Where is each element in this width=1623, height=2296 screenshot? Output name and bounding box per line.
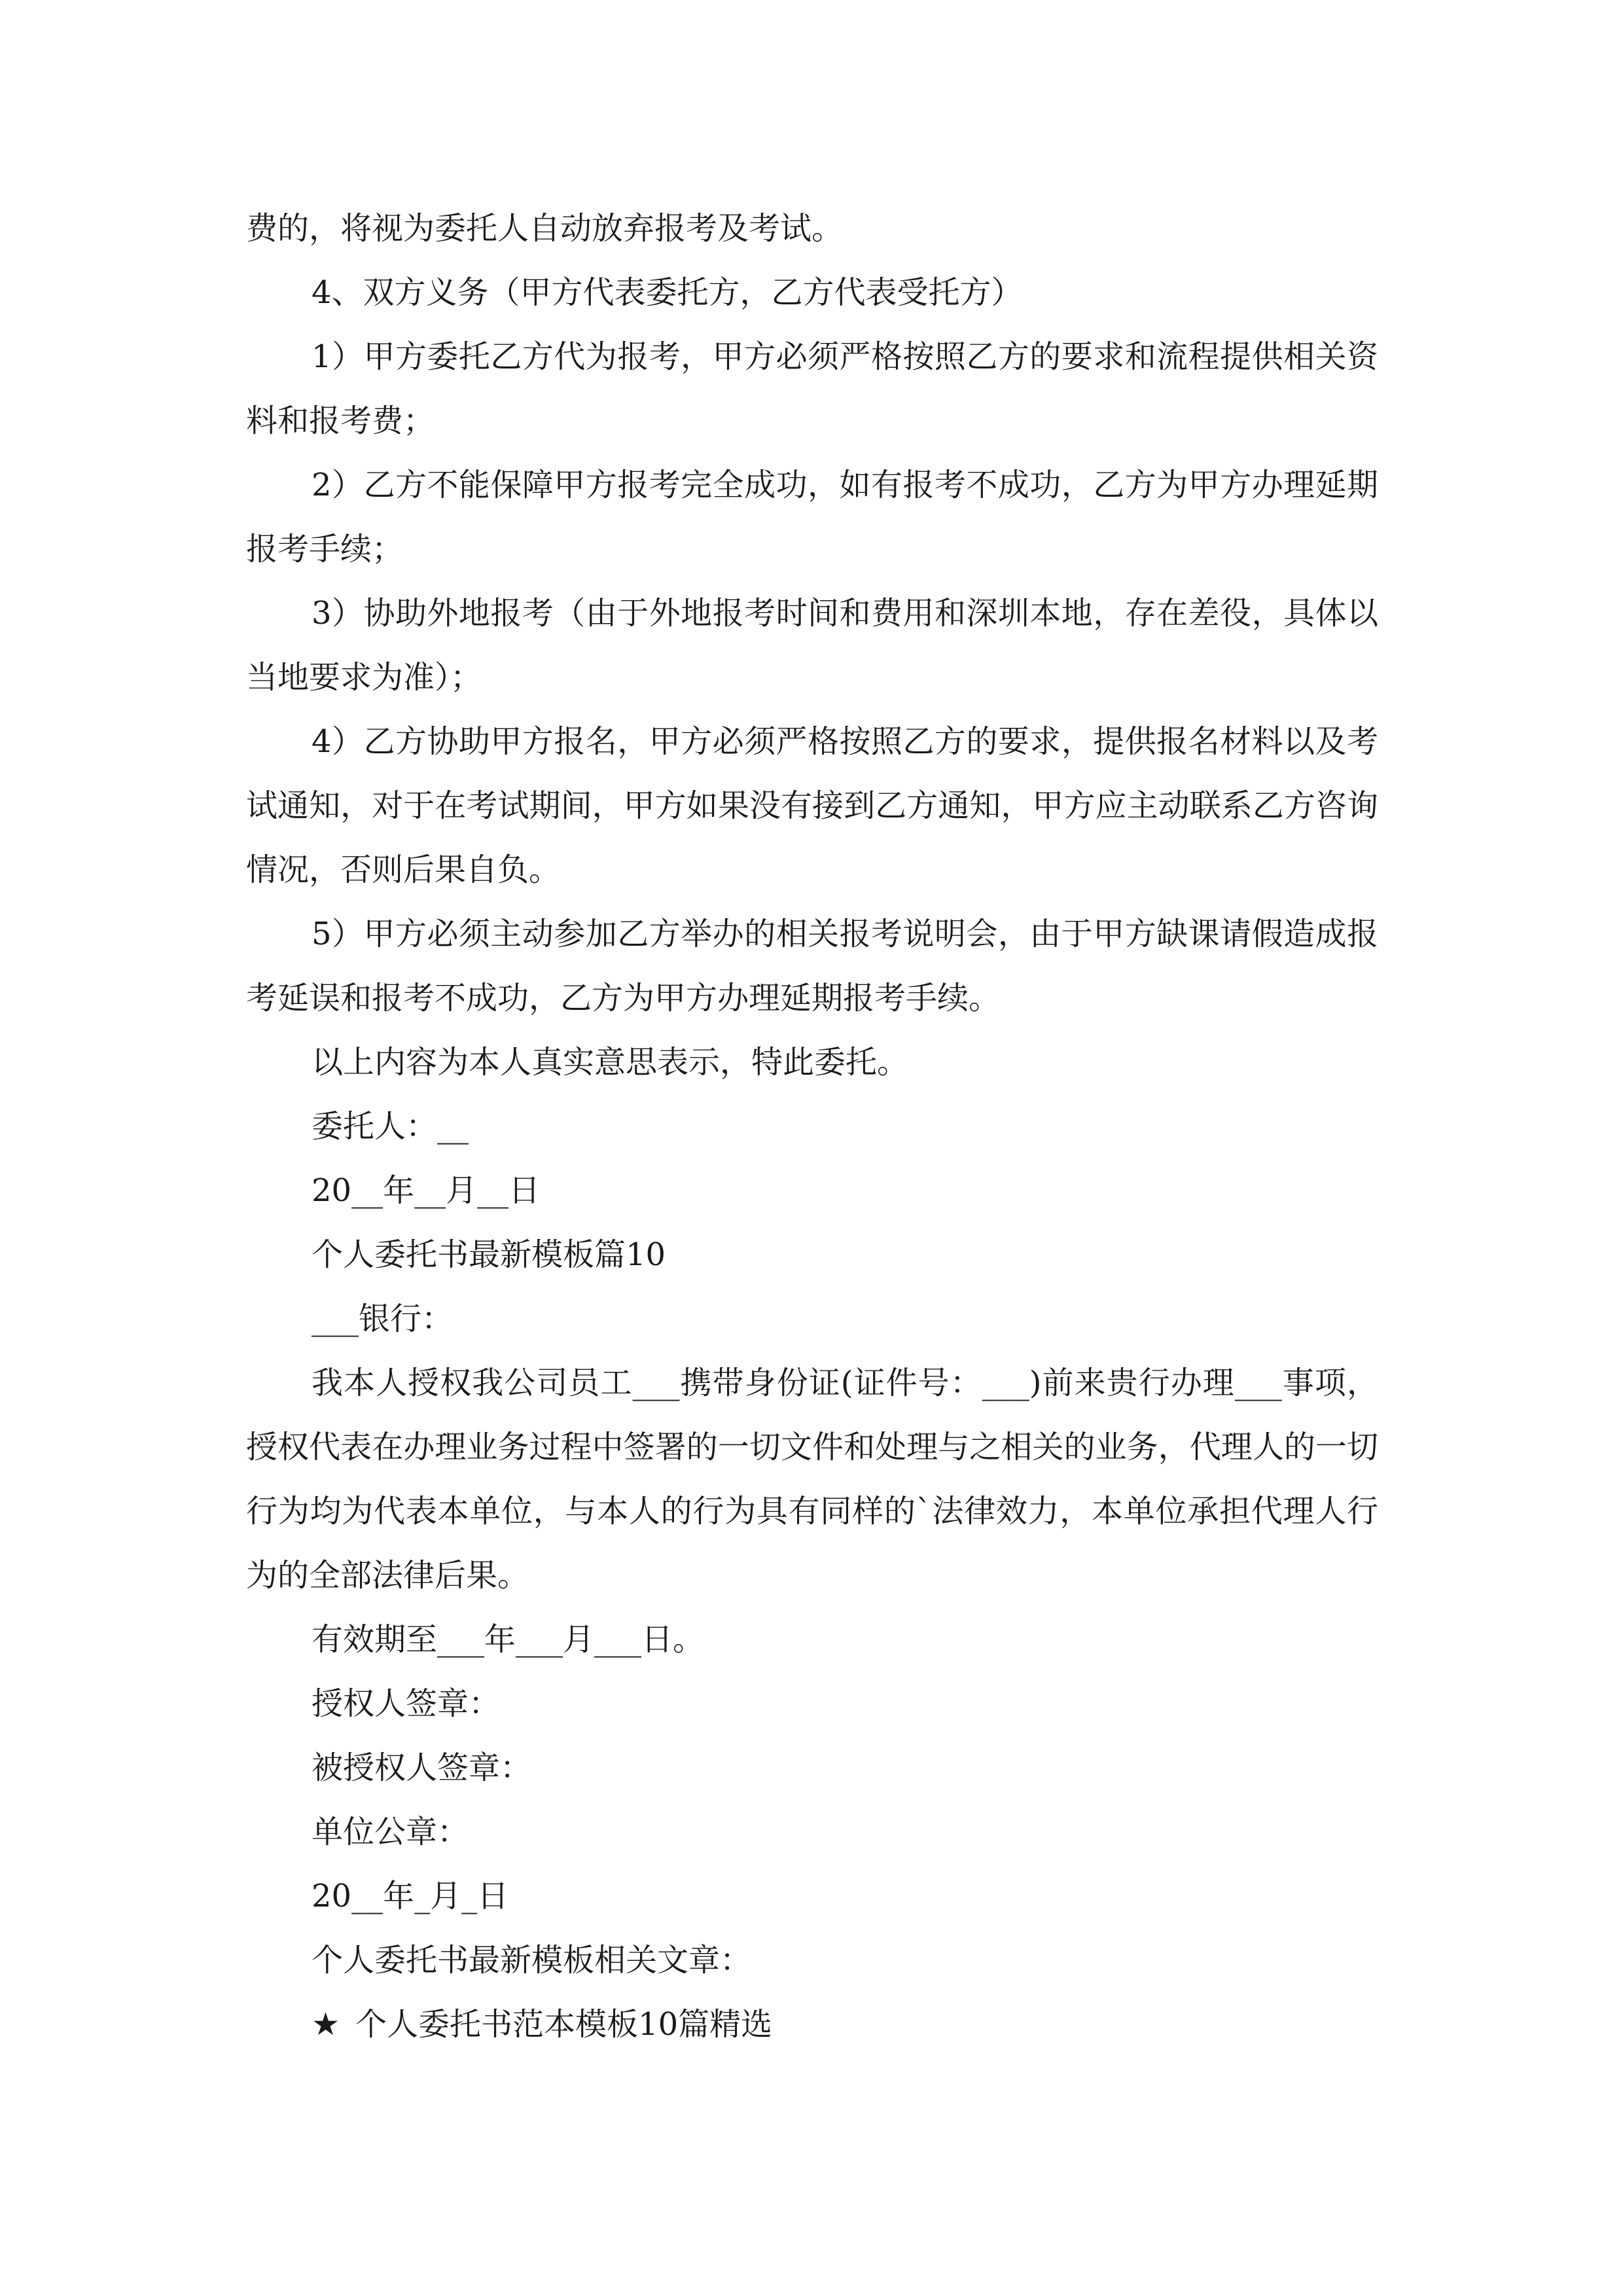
document-body — [246, 196, 1378, 2056]
authorizer-signature-line: 授权人签章： — [312, 1685, 501, 1722]
date-line: 20__年__月__日 — [312, 1172, 541, 1209]
obligation-item-3: 3）协助外地报考（由于外地报考时间和费用和深圳本地，存在差役，具体以当地要求为准）； — [246, 595, 1378, 696]
template-title: 个人委托书最新模板篇10 — [312, 1236, 666, 1273]
related-articles-heading: 个人委托书最新模板相关文章： — [312, 1942, 752, 1979]
section-heading-obligations: 4、双方义务（甲方代表委托方，乙方代表受托方） — [312, 274, 1023, 311]
obligation-item-1: 1）甲方委托乙方代为报考，甲方必须严格按照乙方的要求和流程提供相关资料和报考费； — [246, 338, 1378, 439]
company-seal-line: 单位公章： — [312, 1814, 469, 1850]
related-article-text[interactable]: 个人委托书范本模板10篇精选 — [355, 2006, 773, 2043]
related-article-link[interactable] — [246, 1992, 1378, 2056]
bank-salutation: ___银行： — [312, 1300, 454, 1337]
authorization-body: 我本人授权我公司员工___携带身份证(证件号：___)前来贵行办理___事项，授权代表在办理业务过程中签署的一切文件和处理与之相关的业务，代理人的一切行为均为代表本单位，与本人的行为具有同样的`法律效力，本单位承担代理人行为的全部法律后果。 — [246, 1365, 1378, 1594]
authorized-signature-line: 被授权人签章： — [312, 1749, 532, 1786]
obligation-item-2: 2）乙方不能保障甲方报考完全成功，如有报考不成功，乙方为甲方办理延期报考手续； — [246, 467, 1378, 567]
declaration-text: 以上内容为本人真实意思表示，特此委托。 — [312, 1044, 909, 1081]
star-icon: ★ — [312, 2006, 340, 2043]
obligation-item-4: 4）乙方协助甲方报名，甲方必须严格按照乙方的要求，提供报名材料以及考试通知，对于在考试期间，甲方如果没有接到乙方通知，甲方应主动联系乙方咨询情况，否则后果自负。 — [246, 723, 1378, 888]
obligation-item-5: 5）甲方必须主动参加乙方举办的相关报考说明会，由于甲方缺课请假造成报考延误和报考不成功，乙方为甲方办理延期报考手续。 — [246, 916, 1378, 1016]
principal-signature-line: 委托人：__ — [312, 1108, 469, 1145]
paragraph-continuation: 费的，将视为委托人自动放弃报考及考试。 — [246, 210, 844, 247]
closing-date-line: 20__年_月_日 — [312, 1878, 509, 1914]
validity-line: 有效期至___年___月___日。 — [312, 1621, 705, 1658]
